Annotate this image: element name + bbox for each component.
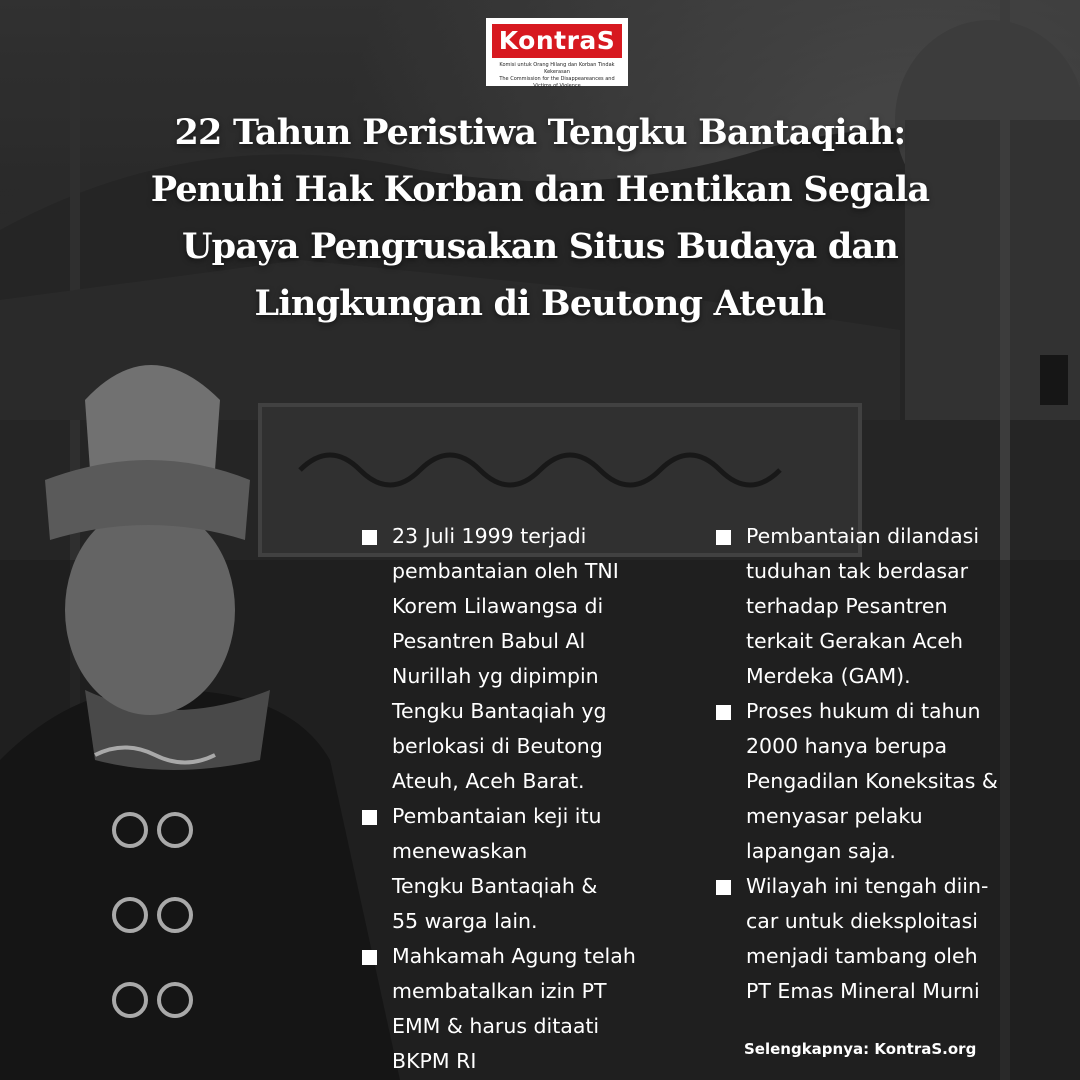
headline-line: Lingkungan di Beutong Ateuh xyxy=(254,283,826,324)
fact-text: Proses hukum di tahun 2000 hanya berupa Pengadilan Koneksitas & menyasar pelaku lapangan saja. xyxy=(746,699,998,863)
headline-line: Penuhi Hak Korban dan Hentikan Segala xyxy=(150,169,930,210)
square-bullet-icon xyxy=(716,880,731,895)
headline xyxy=(90,104,990,332)
fact-item xyxy=(716,694,1080,869)
kontras-logo xyxy=(486,18,628,89)
square-bullet-icon xyxy=(362,530,377,545)
fact-text: Pembantaian dilandasi tuduhan tak berdasar terhadap Pesantren terkait Gerakan Aceh Merdeka (GAM). xyxy=(746,524,980,688)
fact-text: Pembantaian keji itu menewaskan Tengku Bantaqiah & 55 warga lain. xyxy=(392,804,602,933)
right-fact-list xyxy=(716,519,1080,1009)
footer-link[interactable]: Selengkapnya: KontraS.org xyxy=(744,1040,977,1058)
fact-item xyxy=(362,799,692,939)
fact-text: Mahkamah Agung telah membatalkan izin PT EMM & harus ditaati BKPM RI xyxy=(392,944,636,1073)
logo-subtitle-line1: Komisi untuk Orang Hilang dan Korban Tindak Kekerasan xyxy=(499,62,615,75)
fact-text: 23 Juli 1999 terjadi pembantaian oleh TNI Korem Lilawangsa di Pesantren Babul Al Nurillah yg dipimpin Tengku Bantaqiah yg berlokasi di Beutong Ateuh, Aceh Barat. xyxy=(392,524,619,793)
headline-line: 22 Tahun Peristiwa Tengku Bantaqiah: xyxy=(174,112,906,153)
fact-item xyxy=(362,939,692,1079)
headline-line: Upaya Pengrusakan Situs Budaya dan xyxy=(181,226,899,267)
square-bullet-icon xyxy=(716,705,731,720)
logo-subtitle-line2: The Commission for the Disappeareances and Victims of Violence xyxy=(499,76,615,89)
fact-item xyxy=(716,519,1080,694)
logo-wordmark: KontraS xyxy=(492,24,622,58)
fact-item xyxy=(362,519,692,799)
fact-text: Wilayah ini tengah diin- car untuk dieksploitasi menjadi tambang oleh PT Emas Mineral Murni xyxy=(746,874,989,1003)
square-bullet-icon xyxy=(362,950,377,965)
logo-subtitle xyxy=(490,62,624,90)
square-bullet-icon xyxy=(362,810,377,825)
fact-item xyxy=(716,869,1080,1009)
square-bullet-icon xyxy=(716,530,731,545)
left-fact-list xyxy=(362,519,692,1079)
